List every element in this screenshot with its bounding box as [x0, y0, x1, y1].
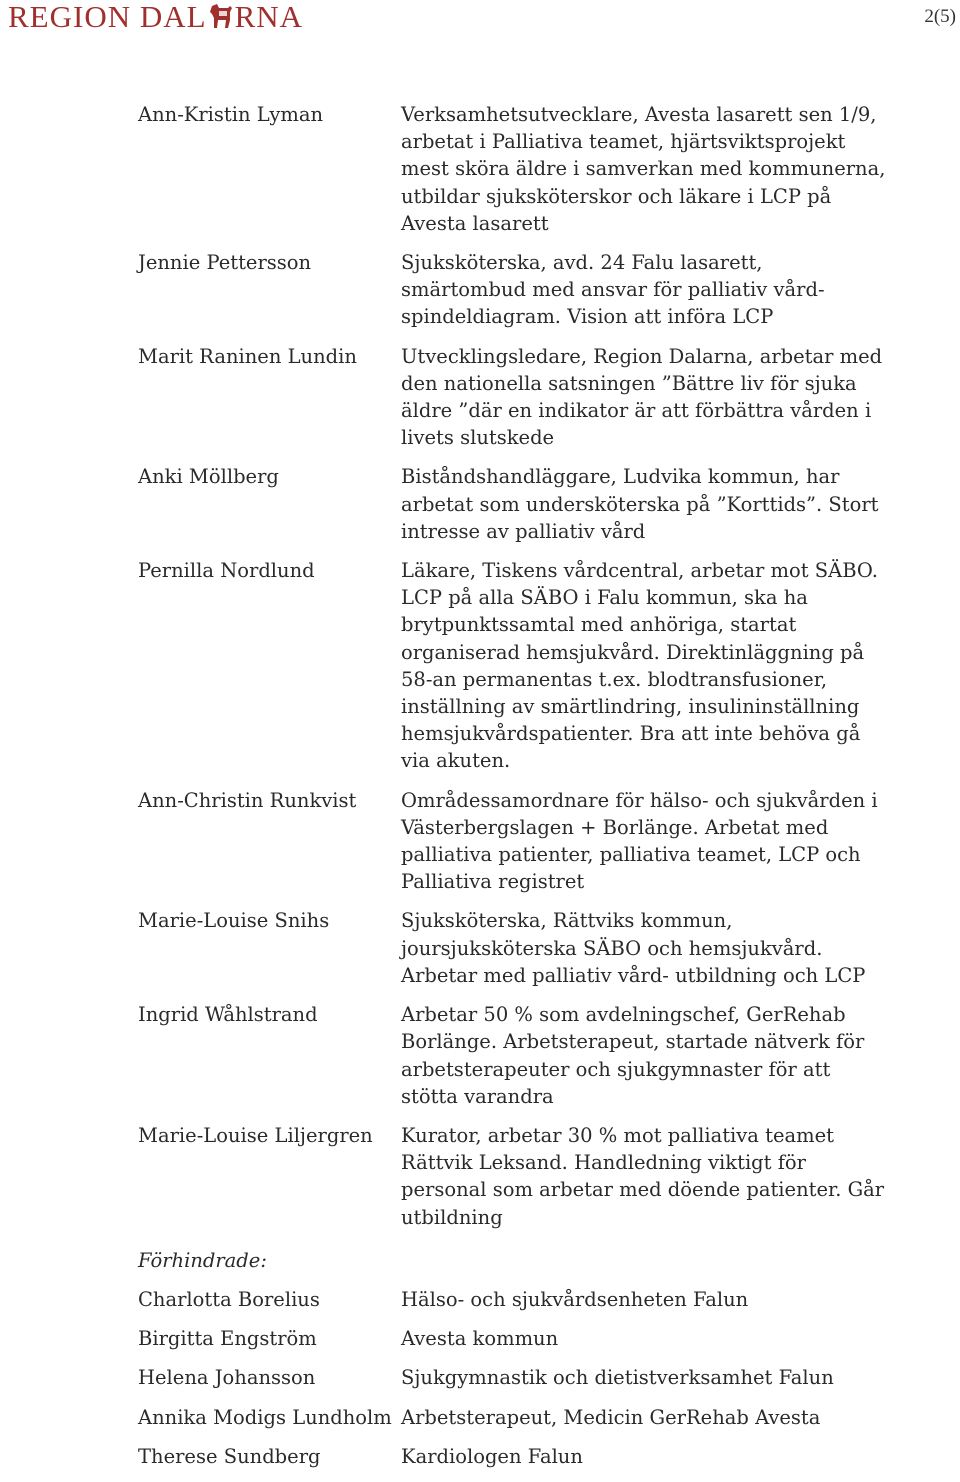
participant-description: Områdessamordnare för hälso- och sjukvården i Västerbergslagen + Borlänge. Arbetat med palliativa patienter, palliativa teamet, LCP och Palliativa registret [401, 788, 878, 894]
absent-row [138, 1364, 948, 1391]
absent-name: Annika Modigs Lundholm [138, 1405, 392, 1429]
absent-name: Charlotta Borelius [138, 1287, 320, 1311]
participant-row [138, 101, 948, 237]
participant-row [138, 1122, 948, 1231]
participant-name: Marie-Louise Liljergren [138, 1123, 373, 1147]
participant-row [138, 557, 948, 775]
participant-row [138, 249, 948, 331]
participant-name: Marit Raninen Lundin [138, 344, 357, 368]
participant-name: Ann-Christin Runkvist [138, 788, 357, 812]
page-header [0, 0, 960, 40]
absent-row [138, 1443, 948, 1470]
absent-heading: Förhindrade: [138, 1248, 267, 1272]
absent-description: Hälso- och sjukvårdsenheten Falun [401, 1287, 749, 1311]
participant-row [138, 1001, 948, 1110]
participant-name: Pernilla Nordlund [138, 559, 315, 583]
logo-text-right: RNA [234, 0, 304, 34]
participant-description: Sjuksköterska, Rättviks kommun, joursjuksköterska SÄBO och hemsjukvård. Arbetar med palliativ vård- utbildning och LCP [401, 909, 866, 987]
participant-row [138, 343, 948, 452]
participant-description: Biståndshandläggare, Ludvika kommun, har arbetat som undersköterska på ”Korttids”. Stort intresse av palliativ vård [401, 465, 879, 543]
participant-name: Ingrid Wåhlstrand [138, 1003, 318, 1027]
absent-description: Arbetsterapeut, Medicin GerRehab Avesta [401, 1405, 821, 1429]
participant-description: Utvecklingsledare, Region Dalarna, arbetar med den nationella satsningen ”Bättre liv för sjuka äldre ”där en indikator är att förbättra vården i livets slutskede [401, 344, 883, 450]
absent-row [138, 1286, 948, 1313]
participant-description: Arbetar 50 % som avdelningschef, GerRehab Borlänge. Arbetsterapeut, startade nätverk för arbetsterapeuter och sjukgymnaster för att stötta varandra [401, 1003, 865, 1108]
absent-description: Sjukgymnastik och dietistverksamhet Falun [401, 1366, 834, 1390]
absent-row [138, 1325, 948, 1352]
absent-name: Therese Sundberg [138, 1444, 321, 1468]
participant-description: Kurator, arbetar 30 % mot palliativa teamet Rättvik Leksand. Handledning viktigt för personal som arbetar med döende patienter. Går utbildning [401, 1123, 885, 1229]
participant-description: Sjuksköterska, avd. 24 Falu lasarett, smärtombud med ansvar för palliativ vård- spindeldiagram. Vision att införa LCP [401, 251, 825, 329]
logo-text-left: REGION DAL [8, 0, 207, 34]
participant-name: Jennie Pettersson [138, 251, 312, 275]
absent-description: Kardiologen Falun [401, 1444, 583, 1468]
participant-name: Ann-Kristin Lyman [138, 103, 324, 126]
page-number: 2(5) [924, 6, 956, 27]
absent-description: Avesta kommun [401, 1327, 559, 1351]
absent-name: Helena Johansson [138, 1366, 316, 1390]
region-dalarna-logo [8, 0, 303, 37]
absent-name: Birgitta Engström [138, 1327, 317, 1351]
dala-horse-icon [208, 2, 234, 37]
participant-row [138, 787, 948, 896]
participant-description: Verksamhetsutvecklare, Avesta lasarett sen 1/9, arbetat i Palliativa teamet, hjärtsviktsprojekt mest sköra äldre i samverkan med kommunerna, utbildar sjuksköterskor och läkare i LCP på Avesta lasarett [401, 103, 886, 235]
participant-name: Anki Möllberg [138, 465, 279, 489]
absent-row [138, 1404, 948, 1431]
participant-row [138, 463, 948, 545]
participant-list [138, 101, 948, 1482]
participant-description: Läkare, Tiskens vårdcentral, arbetar mot SÄBO. LCP på alla SÄBO i Falu kommun, ska ha brytpunktssamtal med anhöriga, startat organiserad hemsjukvård. Direktinläggning på 58-an permanentas t.ex. blodtransfusioner, inställning av smärtlindring, insulininställning hemsjukvårdspatienter. Bra att inte behöva gå via akuten. [401, 559, 878, 773]
participant-name: Marie-Louise Snihs [138, 909, 330, 933]
participant-row [138, 907, 948, 989]
